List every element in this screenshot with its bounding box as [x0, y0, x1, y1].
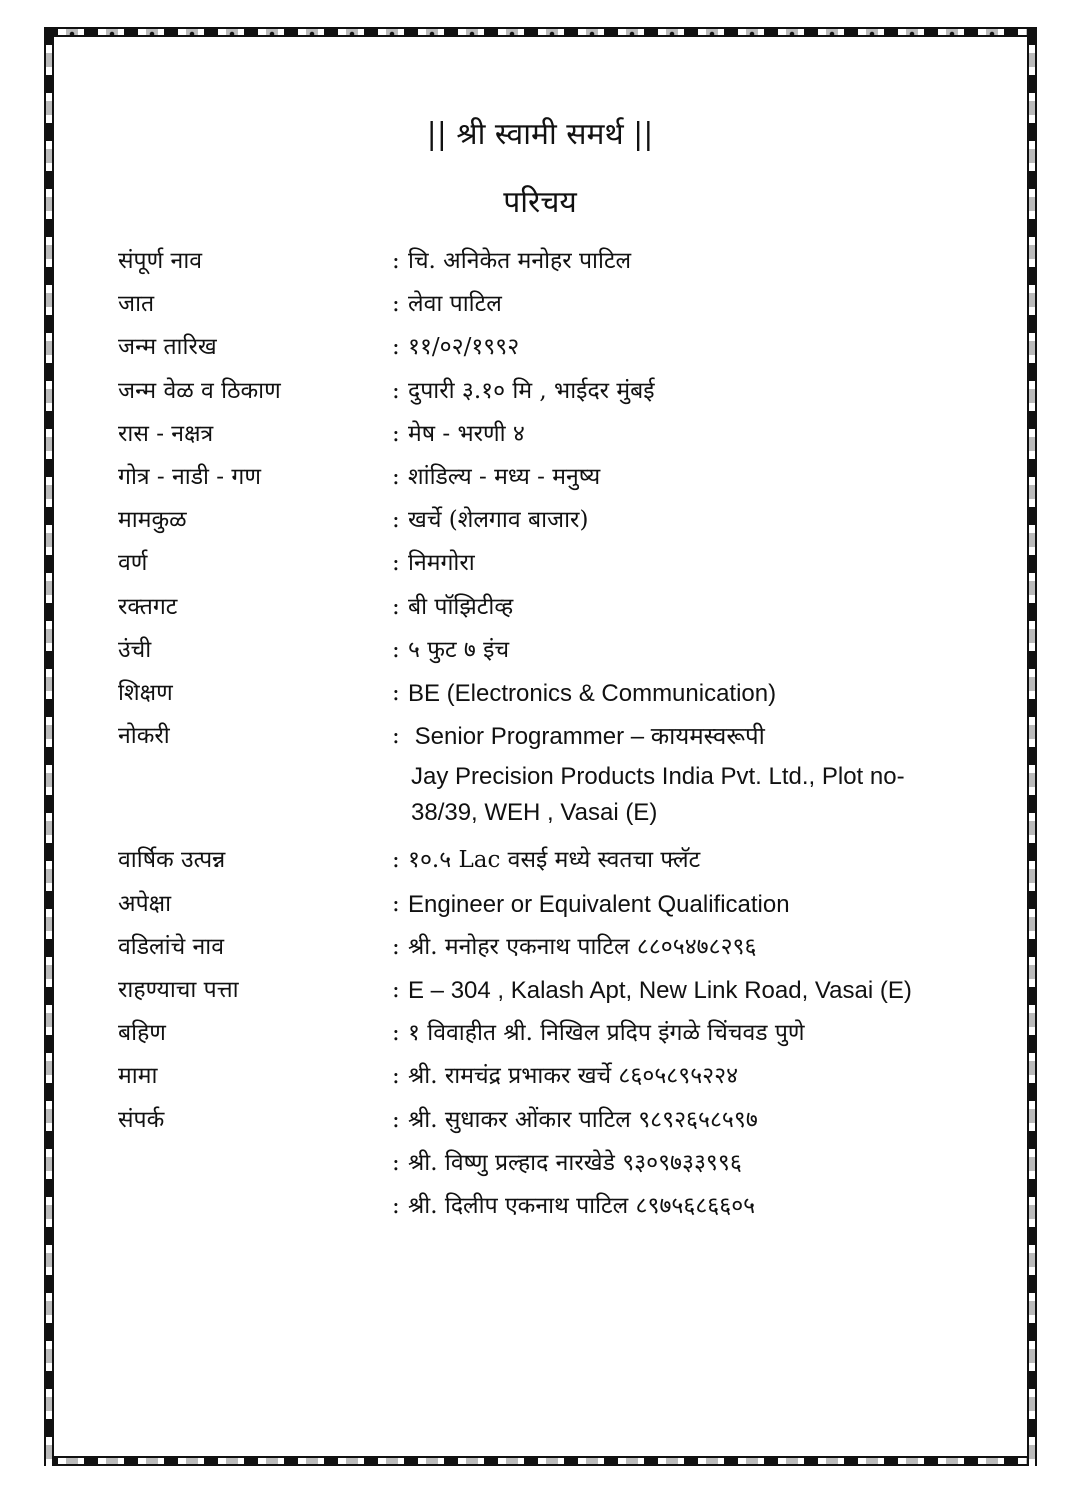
value-address: E – 304 , Kalash Apt, New Link Road, Vasai (E)	[408, 977, 912, 1005]
value-rashi-nakshatra: मेष - भरणी ४	[408, 420, 525, 447]
row-complexion	[118, 542, 998, 585]
colon: :	[392, 464, 400, 491]
biodata-table	[118, 240, 998, 1228]
label-annual-income: वार्षिक उत्पन्न	[118, 847, 226, 874]
value-complexion: निमगोरा	[408, 550, 475, 577]
label-caste: जात	[118, 291, 155, 318]
row-caste	[118, 283, 998, 326]
colon: :	[392, 507, 400, 534]
label-full-name: संपूर्ण नाव	[118, 248, 203, 274]
row-gotra-nadi-gan	[118, 456, 998, 499]
colon: :	[392, 847, 400, 874]
row-annual-income	[118, 839, 998, 882]
label-uncle: मामा	[118, 1063, 158, 1090]
label-sister: बहिण	[118, 1020, 166, 1047]
value-annual-income: १०.५ Lac वसई मध्ये स्वतचा फ्लॅट	[408, 847, 701, 874]
colon: :	[392, 680, 400, 707]
value-blood-group: बी पॉझिटीव्ह	[408, 593, 514, 620]
page-border-top	[44, 27, 1037, 37]
row-address	[118, 969, 998, 1012]
row-blood-group	[118, 586, 998, 629]
value-height: ५ फुट ७ इंच	[408, 636, 510, 663]
row-expectation	[118, 883, 998, 926]
value-caste: लेवा पाटिल	[408, 291, 502, 318]
label-complexion: वर्ण	[118, 550, 148, 577]
colon: :	[392, 636, 400, 663]
page-border-right	[1027, 27, 1037, 1466]
row-birth-time-place	[118, 370, 998, 413]
label-birth-date: जन्म तारिख	[118, 334, 217, 361]
colon: :	[392, 334, 400, 361]
colon: :	[392, 1149, 400, 1176]
label-maternal-family: मामकुळ	[118, 507, 187, 534]
row-contact-1	[118, 1099, 998, 1142]
row-job	[118, 715, 998, 839]
value-birth-date: ११/०२/१९९२	[408, 334, 520, 361]
colon: :	[392, 420, 400, 447]
label-rashi-nakshatra: रास - नक्षत्र	[118, 420, 214, 447]
value-education: BE (Electronics & Communication)	[408, 680, 777, 708]
label-address: राहण्याचा पत्ता	[118, 977, 239, 1004]
colon: :	[392, 1193, 400, 1220]
value-job-title: Senior Programmer – कायमस्वरूपी	[408, 723, 765, 751]
value-maternal-family: खर्चे (शेलगाव बाजार)	[408, 507, 589, 534]
value-contact-2: श्री. विष्णु प्रल्हाद नारखेडे ९३०९७३३९९६	[408, 1149, 742, 1176]
label-gotra-nadi-gan: गोत्र - नाडी - गण	[118, 464, 261, 491]
label-father-name: वडिलांचे नाव	[118, 933, 225, 960]
colon: :	[392, 377, 400, 404]
value-birth-time-place: दुपारी ३.१० मि , भाईदर मुंबई	[408, 377, 655, 404]
row-education	[118, 672, 998, 715]
colon: :	[392, 248, 400, 274]
row-uncle	[118, 1055, 998, 1098]
value-contact-3: श्री. दिलीप एकनाथ पाटिल ८९७५६८६६०५	[408, 1193, 756, 1220]
value-gotra-nadi-gan: शांडिल्य - मध्य - मनुष्य	[408, 464, 601, 491]
colon: :	[392, 1106, 400, 1133]
row-maternal-family	[118, 499, 998, 542]
label-education: शिक्षण	[118, 680, 173, 707]
value-sister: १ विवाहीत श्री. निखिल प्रदिप इंगळे चिंचवड पुणे	[408, 1020, 805, 1047]
value-job-address: 38/39, WEH , Vasai (E)	[411, 799, 658, 827]
invocation-heading: || श्री स्वामी समर्थ ||	[426, 117, 654, 152]
label-expectation: अपेक्षा	[118, 890, 172, 917]
value-full-name: चि. अनिकेत मनोहर पाटिल	[408, 248, 632, 274]
colon: :	[392, 723, 400, 750]
page-border-left	[44, 27, 54, 1466]
row-height	[118, 629, 998, 672]
row-birth-date	[118, 326, 998, 369]
row-contact-3	[118, 1185, 998, 1228]
value-uncle: श्री. रामचंद्र प्रभाकर खर्चे ८६०५८९५२२४	[408, 1063, 739, 1090]
label-job: नोकरी	[118, 723, 170, 750]
colon: :	[392, 593, 400, 620]
colon: :	[392, 550, 400, 577]
value-contact-1: श्री. सुधाकर ओंकार पाटिल ९८९२६५८५९७	[408, 1106, 758, 1133]
value-father-name: श्री. मनोहर एकनाथ पाटिल ८८०५४७८२९६	[408, 933, 757, 960]
label-contact: संपर्क	[118, 1106, 165, 1133]
row-rashi-nakshatra	[118, 413, 998, 456]
colon: :	[392, 933, 400, 960]
page-title: परिचय	[503, 185, 577, 220]
row-sister	[118, 1012, 998, 1055]
label-birth-time-place: जन्म वेळ व ठिकाण	[118, 377, 281, 404]
colon: :	[392, 890, 400, 917]
row-father-name	[118, 926, 998, 969]
colon: :	[392, 1063, 400, 1090]
colon: :	[392, 291, 400, 318]
value-job-company: Jay Precision Products India Pvt. Ltd., Plot no-	[411, 763, 905, 791]
row-contact-2	[118, 1142, 998, 1185]
colon: :	[392, 1020, 400, 1047]
value-job	[408, 715, 998, 831]
page-border-bottom	[44, 1456, 1037, 1466]
value-expectation: Engineer or Equivalent Qualification	[408, 890, 790, 918]
label-height: उंची	[118, 636, 152, 663]
colon: :	[392, 977, 400, 1004]
row-full-name	[118, 240, 998, 283]
label-blood-group: रक्तगट	[118, 593, 178, 620]
